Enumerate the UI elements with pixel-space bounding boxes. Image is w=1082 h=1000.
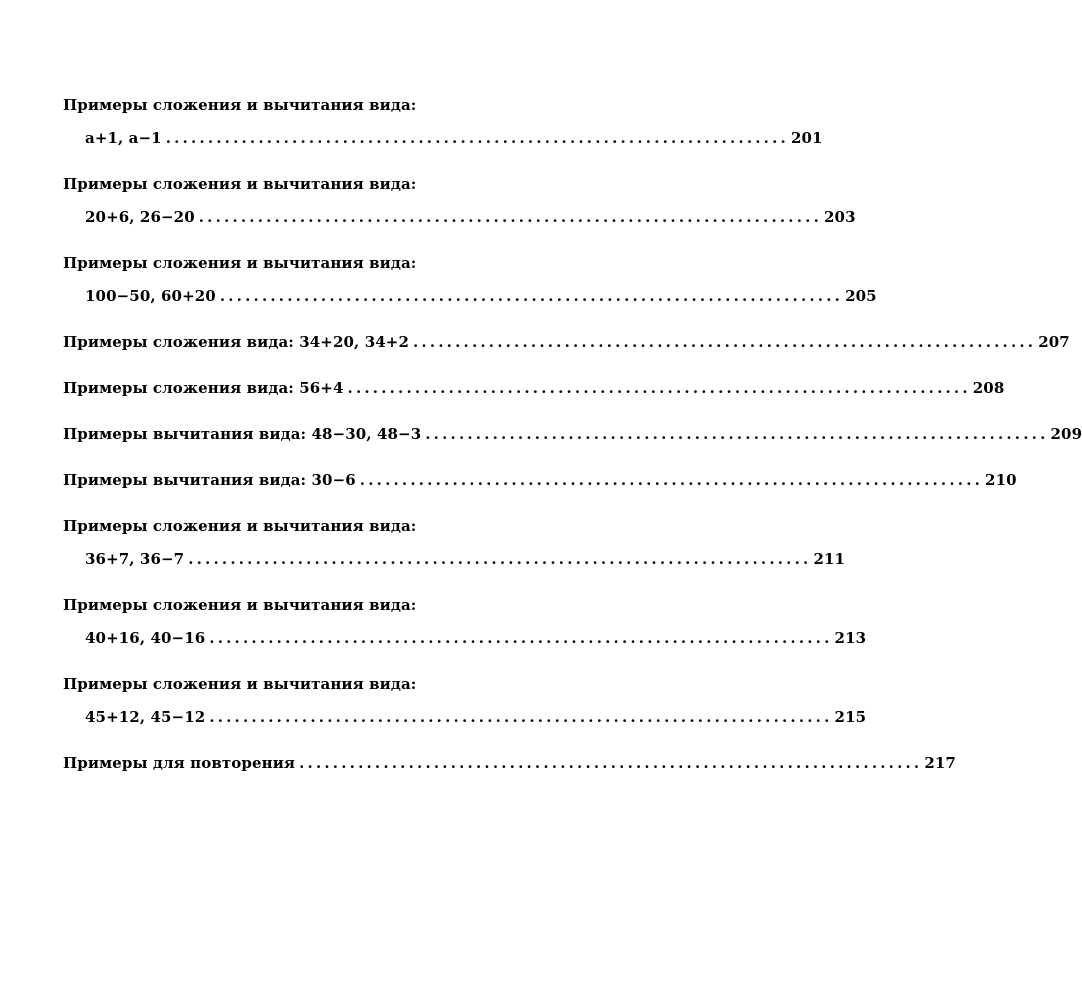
toc-entry xyxy=(63,754,956,772)
toc-entry-text: Примеры вычитания вида: 30−6 xyxy=(63,471,356,489)
toc-page-number: 205 xyxy=(845,287,877,305)
toc-entry xyxy=(63,96,823,147)
dot-leader: .......................................................................... xyxy=(299,754,923,772)
toc-page-number: 209 xyxy=(1050,425,1082,443)
dot-leader: .......................................................................... xyxy=(188,550,812,568)
toc-page-number: 213 xyxy=(834,629,867,647)
toc-entry-text: 20+6, 26−20 xyxy=(85,208,195,226)
toc-page-number: 211 xyxy=(813,550,846,568)
toc-page-number: 207 xyxy=(1038,333,1070,351)
toc-entry-row xyxy=(63,550,846,568)
toc-entry xyxy=(63,333,1070,351)
dot-leader: .......................................................................... xyxy=(412,333,1037,351)
toc-entry-row xyxy=(63,333,1070,351)
toc-entry xyxy=(63,175,856,226)
toc-entry-text: a+1, a−1 xyxy=(85,129,162,147)
toc-page-number: 203 xyxy=(824,208,856,226)
toc-entry xyxy=(63,675,867,726)
toc-entry-text: 40+16, 40−16 xyxy=(85,629,206,647)
toc-entry xyxy=(63,596,867,647)
toc-entry xyxy=(63,254,877,305)
toc-entry-text: Примеры для повторения xyxy=(63,754,296,772)
toc-page-number: 201 xyxy=(790,129,823,147)
toc-entry-heading: Примеры сложения и вычитания вида: xyxy=(63,96,417,114)
toc-entry-heading: Примеры сложения и вычитания вида: xyxy=(63,675,417,693)
dot-leader: .......................................................................... xyxy=(198,208,822,226)
toc-entry-text: 100−50, 60+20 xyxy=(85,287,216,305)
toc-entry-heading: Примеры сложения и вычитания вида: xyxy=(63,175,417,193)
dot-leader: .......................................................................... xyxy=(219,287,844,305)
toc-entry xyxy=(63,517,846,568)
toc-entry-text: Примеры вычитания вида: 48−30, 48−3 xyxy=(63,425,422,443)
toc-entry-heading: Примеры сложения и вычитания вида: xyxy=(63,517,417,535)
toc-entry-row xyxy=(63,287,877,305)
dot-leader: .......................................................................... xyxy=(359,471,984,489)
toc-entry-text: 45+12, 45−12 xyxy=(85,708,206,726)
toc-entry xyxy=(63,379,1005,397)
dot-leader: .......................................................................... xyxy=(165,129,789,147)
toc-entry-row xyxy=(63,708,867,726)
toc-entry-text: Примеры сложения вида: 34+20, 34+2 xyxy=(63,333,409,351)
toc-entry-row xyxy=(63,629,867,647)
toc-entry-heading: Примеры сложения и вычитания вида: xyxy=(63,596,417,614)
toc-entry-row xyxy=(63,379,1005,397)
toc-entry-text: 36+7, 36−7 xyxy=(85,550,185,568)
toc-entry-row xyxy=(63,129,823,147)
toc-page-number: 215 xyxy=(834,708,867,726)
toc-page-number: 217 xyxy=(924,754,956,772)
toc-entry-row xyxy=(63,754,956,772)
toc-entry xyxy=(63,425,1082,443)
toc-entry-row xyxy=(63,425,1082,443)
toc-entry-row xyxy=(63,208,856,226)
toc-page-number: 208 xyxy=(972,379,1005,397)
toc-entry-heading: Примеры сложения и вычитания вида: xyxy=(63,254,417,272)
dot-leader: .......................................................................... xyxy=(425,425,1049,443)
dot-leader: .......................................................................... xyxy=(209,629,833,647)
toc-entry xyxy=(63,471,1017,489)
toc-entry-text: Примеры сложения вида: 56+4 xyxy=(63,379,344,397)
dot-leader: .......................................................................... xyxy=(347,379,971,397)
dot-leader: .......................................................................... xyxy=(209,708,833,726)
toc-page-number: 210 xyxy=(985,471,1017,489)
table-of-contents xyxy=(63,96,1082,772)
toc-entry-row xyxy=(63,471,1017,489)
